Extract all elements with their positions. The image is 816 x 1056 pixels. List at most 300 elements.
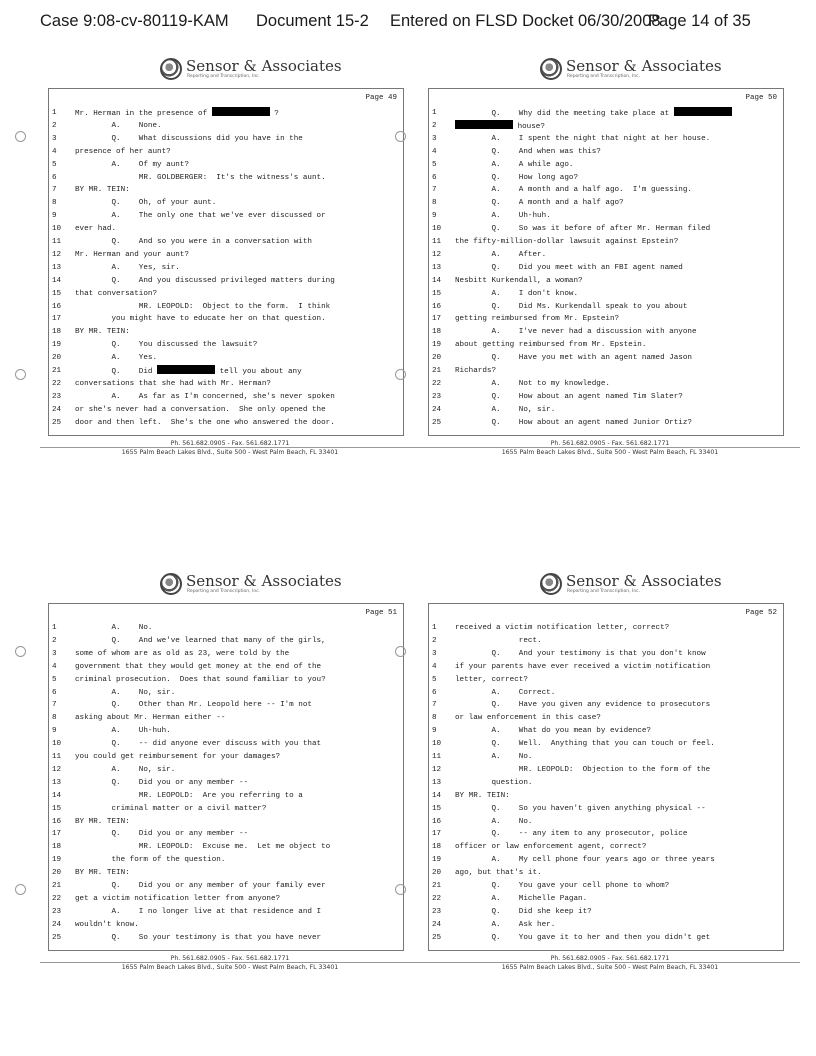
line-number: 17 xyxy=(52,315,62,324)
transcript-line xyxy=(49,841,403,854)
reporter-subtitle: Reporting and Transcription, Inc. xyxy=(567,74,641,79)
line-text xyxy=(455,339,646,352)
line-text xyxy=(455,699,710,712)
line-text xyxy=(455,803,706,816)
transcript-line xyxy=(49,622,403,635)
line-text-segment: MR. LEOPOLD: Object to the form. I think xyxy=(75,302,331,311)
line-number: 7 xyxy=(432,186,437,195)
line-text xyxy=(455,764,710,777)
line-number: 19 xyxy=(52,856,62,865)
transcript-line xyxy=(49,133,403,146)
line-text xyxy=(75,249,189,262)
line-text-segment: A. Of my aunt? xyxy=(75,160,189,169)
line-text xyxy=(75,236,312,249)
line-text-segment: ever had. xyxy=(75,225,117,234)
transcript-line xyxy=(429,197,783,210)
transcript-line xyxy=(49,184,403,197)
line-text-segment: Q. You gave your cell phone to whom? xyxy=(455,882,670,890)
line-text xyxy=(75,378,271,391)
line-text-segment: the form of the question. xyxy=(75,856,226,865)
line-number: 2 xyxy=(52,636,57,645)
line-text-segment: getting reimbursed from Mr. Epstein? xyxy=(455,315,620,324)
transcript-page xyxy=(420,565,800,1005)
line-number: 24 xyxy=(52,405,62,414)
line-text xyxy=(75,301,330,314)
line-number: 8 xyxy=(52,714,57,723)
transcript-page-number: Page 52 xyxy=(745,609,777,617)
line-number: 9 xyxy=(432,212,437,221)
line-number: 10 xyxy=(52,740,62,749)
line-number: 19 xyxy=(432,341,442,350)
line-text-segment: BY MR. TEIN: xyxy=(75,869,130,878)
transcript-line xyxy=(429,275,783,288)
reporter-brand xyxy=(420,567,800,601)
line-text-segment: BY MR. TEIN: xyxy=(75,186,130,195)
line-text xyxy=(455,391,683,404)
line-text-segment: MR. LEOPOLD: Are you referring to a xyxy=(75,791,303,800)
line-number: 2 xyxy=(52,121,57,130)
line-text xyxy=(75,635,326,648)
transcript-page xyxy=(40,50,420,490)
line-text-segment: MR. LEOPOLD: Excuse me. Let me object to xyxy=(75,843,331,852)
line-number: 9 xyxy=(52,212,57,221)
transcript-line xyxy=(429,236,783,249)
transcript-line xyxy=(429,674,783,687)
line-number: 10 xyxy=(432,740,442,749)
transcript-line xyxy=(429,391,783,404)
line-number: 3 xyxy=(52,134,57,143)
line-text-segment: Q. -- any item to any prosecutor, police xyxy=(455,830,688,839)
line-text-segment: A. Ask her. xyxy=(455,920,556,929)
line-text xyxy=(75,932,321,945)
transcript-line xyxy=(429,223,783,236)
line-text-segment: Q. Well. Anything that you can touch or feel. xyxy=(455,740,715,749)
line-text xyxy=(455,223,710,236)
line-number: 23 xyxy=(52,392,62,401)
line-text xyxy=(75,417,335,430)
transcript-line xyxy=(429,661,783,674)
line-text xyxy=(75,210,326,223)
transcript-line xyxy=(49,352,403,365)
line-text xyxy=(455,365,496,378)
line-number: 24 xyxy=(432,405,442,414)
footer-address: 1655 Palm Beach Lakes Blvd., Suite 500 - West Palm Beach, FL 33401 xyxy=(121,964,339,971)
transcript-line xyxy=(49,339,403,352)
line-text-segment: about getting reimbursed from Mr. Epstein. xyxy=(455,341,647,350)
line-text-segment: tell you about any xyxy=(219,368,302,376)
reporter-logo-icon xyxy=(160,58,182,80)
line-text-segment: Q. So was it before of after Mr. Herman filed xyxy=(455,225,711,234)
transcript-line xyxy=(429,854,783,867)
line-text-segment: MR. LEOPOLD: Objection to the form of the xyxy=(455,765,711,774)
line-text xyxy=(75,339,257,352)
footer-address: 1655 Palm Beach Lakes Blvd., Suite 500 - West Palm Beach, FL 33401 xyxy=(121,449,339,456)
line-text xyxy=(75,197,216,210)
line-text xyxy=(75,172,326,185)
line-number: 7 xyxy=(52,701,57,710)
line-text xyxy=(455,197,624,210)
transcript-line xyxy=(49,120,403,133)
line-number: 14 xyxy=(52,791,62,800)
line-number: 3 xyxy=(432,134,437,143)
line-text xyxy=(455,249,546,262)
line-text-segment: Q. Have you met with an agent named Jason xyxy=(455,354,692,363)
line-text xyxy=(75,120,162,133)
line-text xyxy=(75,365,302,378)
line-text xyxy=(455,932,710,945)
transcript-line xyxy=(49,764,403,777)
punch-hole xyxy=(15,646,26,657)
transcript-line xyxy=(49,906,403,919)
punch-hole xyxy=(15,131,26,142)
redaction-bar xyxy=(674,107,732,116)
line-number: 8 xyxy=(52,199,57,208)
line-number: 17 xyxy=(432,315,442,324)
line-text xyxy=(75,803,266,816)
line-text-segment: A. None. xyxy=(75,121,162,130)
footer-phone: Ph. 561.682.0905 - Fax. 561.682.1771 xyxy=(550,955,670,962)
line-number: 5 xyxy=(432,160,437,169)
transcript-line xyxy=(49,854,403,867)
line-number: 14 xyxy=(52,276,62,285)
line-text-segment: that conversation? xyxy=(75,289,158,298)
line-text-segment: BY MR. TEIN: xyxy=(75,817,130,826)
line-text-segment: Q. And we've learned that many of the girls, xyxy=(75,636,326,645)
document-number: Document 15-2 xyxy=(256,12,369,30)
line-text-segment: ago, but that's it. xyxy=(455,869,542,878)
transcript-line xyxy=(49,210,403,223)
line-number: 13 xyxy=(432,263,442,272)
line-number: 21 xyxy=(432,882,442,890)
line-number: 11 xyxy=(52,753,62,761)
reporter-footer xyxy=(40,954,420,972)
line-text xyxy=(455,880,669,893)
line-number: 12 xyxy=(52,250,62,259)
line-text-segment: Q. Did you or any member of your family ever xyxy=(75,882,326,890)
transcript-line xyxy=(429,313,783,326)
reporter-name: Sensor & Associates xyxy=(566,57,722,75)
line-text-segment: BY MR. TEIN: xyxy=(75,328,130,337)
line-text-segment: Q. -- did anyone ever discuss with you that xyxy=(75,740,322,749)
line-number: 3 xyxy=(432,649,437,658)
line-text xyxy=(455,146,601,159)
line-text-segment: Q. So your testimony is that you have never xyxy=(75,933,322,942)
line-text xyxy=(75,816,130,829)
transcript-page xyxy=(40,565,420,1005)
transcript-line xyxy=(49,699,403,712)
line-number: 21 xyxy=(52,882,62,890)
line-number: 23 xyxy=(432,907,442,916)
line-number: 15 xyxy=(432,804,442,813)
line-number: 11 xyxy=(432,238,442,246)
line-text-segment: ? xyxy=(274,110,279,118)
line-text-segment: or she's never had a conversation. She only opened the xyxy=(75,405,326,414)
line-number: 17 xyxy=(432,830,442,839)
punch-hole xyxy=(395,369,406,380)
transcript-line xyxy=(49,828,403,841)
line-text xyxy=(455,184,692,197)
line-number: 11 xyxy=(52,238,62,246)
line-text-segment: Q. You discussed the lawsuit? xyxy=(75,341,258,350)
transcript-line xyxy=(429,777,783,790)
line-text xyxy=(455,893,587,906)
reporter-subtitle: Reporting and Transcription, Inc. xyxy=(187,74,261,79)
line-text-segment: Q. Did she keep it? xyxy=(455,907,592,916)
line-text-segment: received a victim notification letter, correct? xyxy=(455,624,670,632)
transcript-line xyxy=(429,893,783,906)
line-text xyxy=(455,661,710,674)
line-text xyxy=(75,326,130,339)
transcript-line xyxy=(49,391,403,404)
transcript-line xyxy=(49,777,403,790)
line-text xyxy=(75,313,326,326)
line-text-segment: A. A month and a half ago. I'm guessing. xyxy=(455,186,692,195)
transcript-line xyxy=(49,378,403,391)
line-number: 1 xyxy=(432,109,437,117)
transcript-line xyxy=(429,764,783,777)
line-text-segment: Q. Did xyxy=(75,368,153,376)
line-text-segment: A. Yes, sir. xyxy=(75,263,180,272)
transcript-line xyxy=(49,867,403,880)
transcript-page-number: Page 51 xyxy=(365,609,397,617)
transcript-line xyxy=(429,841,783,854)
line-text-segment: get a victim notification letter from anyone? xyxy=(75,894,281,903)
line-text xyxy=(75,828,248,841)
transcript-line xyxy=(49,687,403,700)
line-number: 9 xyxy=(52,727,57,736)
line-text-segment: A. I no longer live at that residence and I xyxy=(75,907,322,916)
line-number: 15 xyxy=(52,804,62,813)
line-number: 13 xyxy=(432,778,442,787)
line-text-segment: Q. A month and a half ago? xyxy=(455,199,624,208)
reporter-name: Sensor & Associates xyxy=(566,572,722,590)
line-text xyxy=(455,120,545,133)
line-text-segment: house? xyxy=(517,122,545,131)
line-text-segment: A. No, sir. xyxy=(75,688,176,697)
line-text-segment: A. What do you mean by evidence? xyxy=(455,727,651,736)
transcript-line xyxy=(429,301,783,314)
line-number: 21 xyxy=(432,367,442,375)
line-text xyxy=(455,301,687,314)
line-number: 13 xyxy=(52,263,62,272)
transcript-line xyxy=(429,339,783,352)
line-number: 21 xyxy=(52,367,62,375)
line-number: 6 xyxy=(52,688,57,697)
transcript-line xyxy=(49,648,403,661)
redaction-bar xyxy=(455,120,513,129)
line-text-segment: some of whom are as old as 23, were told by the xyxy=(75,649,290,658)
line-number: 8 xyxy=(432,714,437,723)
line-text-segment: A. After. xyxy=(455,250,547,259)
case-number: Case 9:08-cv-80119-KAM xyxy=(40,12,229,30)
line-text-segment: Q. And your testimony is that you don't know xyxy=(455,649,706,658)
line-text-segment: Q. Why did the meeting take place at xyxy=(455,110,670,118)
docket-entry: Entered on FLSD Docket 06/30/2008 xyxy=(390,12,661,30)
transcript-line xyxy=(429,417,783,430)
transcript-page-number: Page 49 xyxy=(365,94,397,102)
line-text-segment: presence of her aunt? xyxy=(75,147,171,156)
line-number: 1 xyxy=(432,624,437,632)
reporter-name: Sensor & Associates xyxy=(186,57,342,75)
line-text xyxy=(455,404,555,417)
line-text-segment: Q. And so you were in a conversation with xyxy=(75,238,312,246)
line-number: 6 xyxy=(52,173,57,182)
transcript-line xyxy=(49,725,403,738)
line-text-segment: Q. How about an agent named Tim Slater? xyxy=(455,392,683,401)
transcript-line xyxy=(429,906,783,919)
line-number: 18 xyxy=(52,843,62,852)
line-number: 16 xyxy=(52,817,62,826)
punch-hole xyxy=(395,884,406,895)
line-text xyxy=(75,699,312,712)
transcript-line xyxy=(429,184,783,197)
line-text xyxy=(455,841,646,854)
transcript-line xyxy=(429,133,783,146)
line-text xyxy=(455,777,532,790)
transcript-line xyxy=(429,159,783,172)
transcript-line xyxy=(429,738,783,751)
reporter-subtitle: Reporting and Transcription, Inc. xyxy=(567,589,641,594)
page-count: Page 14 of 35 xyxy=(648,12,751,30)
line-text xyxy=(455,674,528,687)
line-number: 1 xyxy=(52,109,57,117)
line-text xyxy=(75,919,139,932)
transcript-line xyxy=(429,288,783,301)
line-text xyxy=(75,661,321,674)
line-text-segment: A. Uh-huh. xyxy=(75,727,171,736)
transcript-line xyxy=(429,404,783,417)
line-text-segment: A. The only one that we've ever discussed or xyxy=(75,212,326,221)
line-text-segment: Q. Other than Mr. Leopold here -- I'm not xyxy=(75,701,312,710)
line-text-segment: A. My cell phone four years ago or three years xyxy=(455,856,715,865)
line-text-segment: criminal prosecution. Does that sound familiar to you? xyxy=(75,675,326,684)
line-number: 16 xyxy=(432,817,442,826)
line-text-segment: criminal matter or a civil matter? xyxy=(75,804,267,813)
line-text xyxy=(75,275,335,288)
line-number: 25 xyxy=(432,933,442,942)
transcript-line xyxy=(429,262,783,275)
transcript-line xyxy=(49,107,403,120)
transcript-line xyxy=(429,365,783,378)
transcript-line xyxy=(49,236,403,249)
reporter-name: Sensor & Associates xyxy=(186,572,342,590)
line-text xyxy=(75,352,157,365)
line-text xyxy=(75,906,321,919)
line-number: 16 xyxy=(432,302,442,311)
line-text-segment: officer or law enforcement agent, correct? xyxy=(455,843,647,852)
transcript-line xyxy=(49,932,403,945)
line-number: 18 xyxy=(52,328,62,337)
transcript-line xyxy=(49,635,403,648)
line-text xyxy=(455,133,710,146)
transcript-line xyxy=(429,146,783,159)
transcript-line xyxy=(429,648,783,661)
transcript-line xyxy=(429,622,783,635)
transcript-line xyxy=(429,210,783,223)
punch-hole xyxy=(15,884,26,895)
transcript-page-number: Page 50 xyxy=(745,94,777,102)
transcript-line xyxy=(49,661,403,674)
transcript-line xyxy=(49,223,403,236)
line-text xyxy=(455,417,692,430)
line-text xyxy=(75,262,180,275)
transcript-page xyxy=(420,50,800,490)
line-text-segment: Q. Did you meet with an FBI agent named xyxy=(455,263,683,272)
transcript-line xyxy=(49,159,403,172)
line-number: 6 xyxy=(432,173,437,182)
footer-phone: Ph. 561.682.0905 - Fax. 561.682.1771 xyxy=(550,440,670,447)
line-text-segment: Q. Have you given any evidence to prosecutors xyxy=(455,701,711,710)
line-text-segment: wouldn't know. xyxy=(75,920,139,929)
line-text xyxy=(75,622,152,635)
line-number: 5 xyxy=(52,160,57,169)
line-number: 5 xyxy=(432,675,437,684)
line-text xyxy=(75,841,330,854)
line-number: 23 xyxy=(52,907,62,916)
line-number: 8 xyxy=(432,199,437,208)
line-text xyxy=(455,648,706,661)
line-number: 9 xyxy=(432,727,437,736)
line-text xyxy=(75,107,279,120)
line-number: 22 xyxy=(432,894,442,903)
transcript-line xyxy=(49,738,403,751)
footer-phone: Ph. 561.682.0905 - Fax. 561.682.1771 xyxy=(170,440,290,447)
line-text xyxy=(75,777,248,790)
transcript-line xyxy=(49,262,403,275)
punch-hole xyxy=(15,369,26,380)
line-text xyxy=(455,172,578,185)
line-text xyxy=(75,751,280,764)
transcript-line xyxy=(429,803,783,816)
line-number: 10 xyxy=(432,225,442,234)
redaction-bar xyxy=(212,107,270,116)
docket-header xyxy=(0,0,816,46)
line-text xyxy=(455,867,542,880)
line-text-segment: A. Not to my knowledge. xyxy=(455,379,610,388)
line-text-segment: Q. Did you or any member -- xyxy=(75,778,249,787)
line-text xyxy=(455,378,610,391)
line-text-segment: conversations that she had with Mr. Herman? xyxy=(75,379,271,388)
transcript-line xyxy=(49,790,403,803)
reporter-logo-icon xyxy=(160,573,182,595)
line-text-segment: A. I've never had a discussion with anyone xyxy=(455,328,697,337)
line-number: 25 xyxy=(52,933,62,942)
line-number: 12 xyxy=(432,250,442,259)
transcript-line xyxy=(429,932,783,945)
line-number: 15 xyxy=(432,289,442,298)
line-text xyxy=(455,919,555,932)
transcript-line xyxy=(429,352,783,365)
reporter-subtitle: Reporting and Transcription, Inc. xyxy=(187,589,261,594)
transcript-line xyxy=(429,326,783,339)
punch-hole xyxy=(395,131,406,142)
line-number: 25 xyxy=(432,418,442,427)
line-number: 20 xyxy=(432,869,442,878)
line-number: 12 xyxy=(432,765,442,774)
line-number: 4 xyxy=(432,662,437,671)
line-text-segment: A. Uh-huh. xyxy=(455,212,551,221)
line-text-segment: Q. How about an agent named Junior Ortiz? xyxy=(455,418,692,427)
transcript-line xyxy=(49,404,403,417)
transcript-line xyxy=(49,803,403,816)
reporter-brand xyxy=(40,52,420,86)
line-text xyxy=(455,210,551,223)
line-text xyxy=(75,288,157,301)
line-number: 20 xyxy=(432,354,442,363)
line-text xyxy=(75,404,326,417)
line-number: 3 xyxy=(52,649,57,658)
line-number: 25 xyxy=(52,418,62,427)
